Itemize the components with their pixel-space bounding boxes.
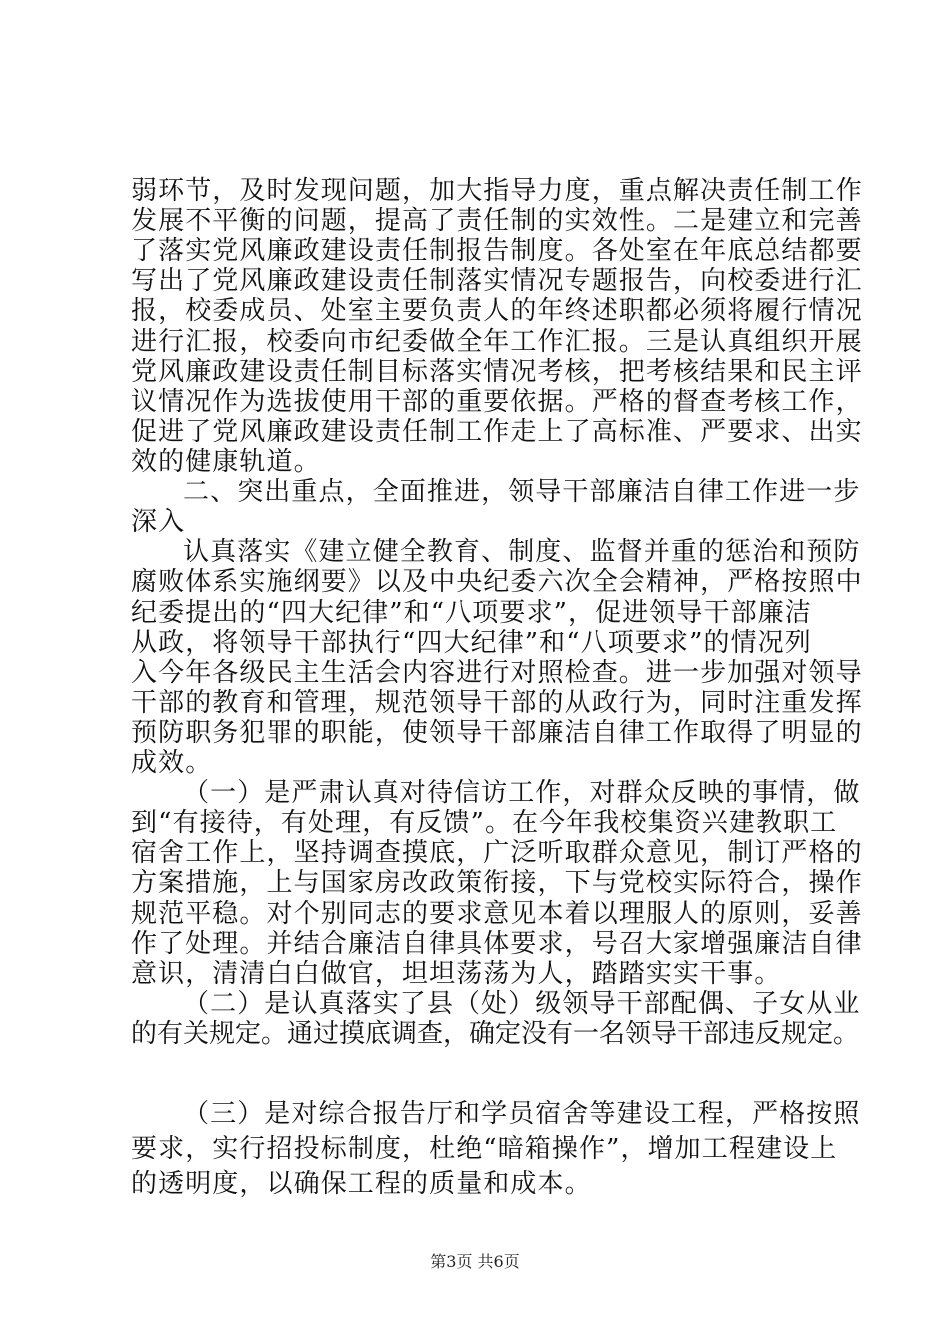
- body-line: 议情况作为选拔使用干部的重要依据。严格的督查考核工作，: [131, 387, 863, 417]
- body-line: 写出了党风廉政建设责任制落实情况专题报告，向校委进行汇: [131, 266, 863, 296]
- body-line: 预防职务犯罪的职能，使领导干部廉洁自律工作取得了明显的: [131, 718, 863, 748]
- body-line: 入今年各级民主生活会内容进行对照检查。进一步加强对领导: [131, 658, 863, 688]
- body-line: 的有关规定。通过摸底调查，确定没有一名领导干部违反规定。: [131, 1019, 860, 1049]
- body-line: 效的健康轨道。: [131, 447, 321, 477]
- body-line: 进行汇报，校委向市纪委做全年工作汇报。三是认真组织开展: [131, 327, 863, 357]
- body-line: （二）是认真落实了县（处）级领导干部配偶、子女从业: [183, 989, 861, 1019]
- body-line: 促进了党风廉政建设责任制工作走上了高标准、严要求、出实: [131, 417, 863, 447]
- body-line: 干部的教育和管理，规范领导干部的从政行为，同时注重发挥: [131, 688, 863, 718]
- body-line: 党风廉政建设责任制目标落实情况考核，把考核结果和民主评: [131, 357, 863, 387]
- body-line: 腐败体系实施纲要》以及中央纪委六次全会精神，严格按照中: [131, 567, 863, 597]
- body-line: 认真落实《建立健全教育、制度、监督并重的惩治和预防: [183, 537, 861, 567]
- body-line: 弱环节，及时发现问题，加大指导力度，重点解决责任制工作: [131, 176, 863, 206]
- body-line: 宿舍工作上，坚持调查摸底，广泛听取群众意见，制订严格的: [131, 838, 863, 868]
- body-line: （一）是严肃认真对待信访工作，对群众反映的事情，做: [183, 778, 861, 808]
- body-line: 到“有接待，有处理，有反馈”。在今年我校集资兴建教职工: [131, 808, 838, 838]
- section-heading: 二、突出重点，全面推进，领导干部廉洁自律工作进一步: [183, 477, 861, 507]
- body-line: 成效。: [131, 748, 213, 778]
- body-line: 规范平稳。对个别同志的要求意见本着以理服人的原则，妥善: [131, 899, 863, 929]
- body-line: 要求，实行招投标制度，杜绝“暗箱操作”，增加工程建设上: [131, 1134, 838, 1164]
- body-line: 了落实党风廉政建设责任制报告制度。各处室在年底总结都要: [131, 236, 863, 266]
- body-line: 方案措施，上与国家房改政策衔接，下与党校实际符合，操作: [131, 868, 863, 898]
- body-line: 从政，将领导干部执行“四大纪律”和“八项要求”的情况列: [131, 628, 812, 658]
- body-line: 发展不平衡的问题，提高了责任制的实效性。二是建立和完善: [131, 206, 863, 236]
- body-line: 作了处理。并结合廉洁自律具体要求，号召大家增强廉洁自律: [131, 929, 863, 959]
- section-heading-continued: 深入: [131, 507, 186, 537]
- body-line: 纪委提出的“四大纪律”和“八项要求”，促进领导干部廉洁: [131, 598, 812, 628]
- body-line: （三）是对综合报告厅和学员宿舍等建设工程，严格按照: [183, 1099, 861, 1129]
- page-number: 第3页 共6页: [430, 1252, 520, 1271]
- body-line: 的透明度，以确保工程的质量和成本。: [131, 1169, 592, 1199]
- body-line: 报，校委成员、处室主要负责人的年终述职都必须将履行情况: [131, 296, 863, 326]
- body-line: 意识，清清白白做官，坦坦荡荡为人，踏踏实实干事。: [131, 959, 782, 989]
